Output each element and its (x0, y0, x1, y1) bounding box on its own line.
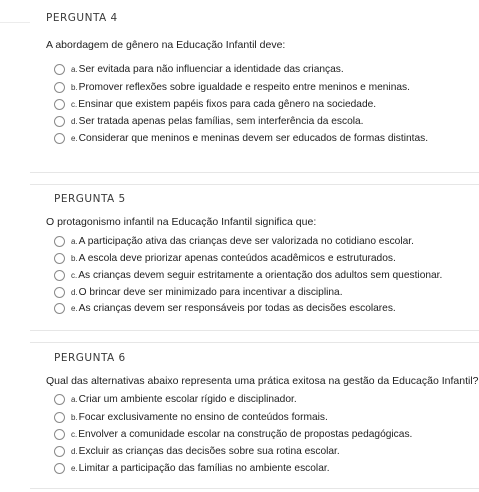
radio-icon[interactable] (54, 412, 65, 423)
option-text: O brincar deve ser minimizado para incentivar a disciplina. (78, 286, 343, 298)
answer-option-c[interactable] (54, 427, 412, 441)
option-letter: c. (71, 99, 78, 109)
answer-option-d[interactable] (54, 285, 343, 299)
option-letter: d. (71, 116, 78, 126)
answer-option-b[interactable] (54, 251, 396, 265)
question-text: A abordagem de gênero na Educação Infantil deve: (46, 39, 286, 51)
left-rule (0, 22, 30, 23)
radio-icon[interactable] (54, 82, 65, 93)
answer-option-e[interactable] (54, 461, 330, 475)
option-text: As crianças devem seguir estritamente a orientação dos adultos sem questionar. (78, 269, 443, 281)
answer-option-a[interactable] (54, 62, 344, 76)
option-letter: b. (71, 253, 78, 263)
option-letter: d. (71, 446, 78, 456)
answer-option-d[interactable] (54, 114, 364, 128)
question-text: Qual das alternativas abaixo representa uma prática exitosa na gestão da Educação Infantil? (46, 375, 479, 387)
radio-icon[interactable] (54, 394, 65, 405)
option-text: Excluir as crianças das decisões sobre sua rotina escolar. (78, 445, 340, 457)
radio-icon[interactable] (54, 429, 65, 440)
option-text: Envolver a comunidade escolar na construção de propostas pedagógicas. (78, 428, 413, 440)
option-text: Considerar que meninos e meninas devem ser educados de formas distintas. (78, 132, 429, 144)
option-text: Criar um ambiente escolar rígido e disciplinador. (78, 393, 297, 405)
option-text: A escola deve priorizar apenas conteúdos acadêmicos e estruturados. (78, 252, 396, 264)
question-heading: PERGUNTA 6 (54, 352, 126, 364)
option-letter: a. (71, 64, 78, 74)
question-divider (30, 330, 479, 331)
option-text: Ser tratada apenas pelas famílias, sem interferência da escola. (78, 115, 364, 127)
answer-option-a[interactable] (54, 392, 297, 406)
radio-icon[interactable] (54, 253, 65, 264)
answer-option-c[interactable] (54, 268, 442, 282)
option-letter: e. (71, 463, 78, 473)
question-heading: PERGUNTA 5 (54, 193, 126, 205)
option-letter: e. (71, 303, 78, 313)
option-letter: e. (71, 133, 78, 143)
question-divider (30, 184, 479, 185)
answer-option-c[interactable] (54, 97, 376, 111)
option-letter: a. (71, 394, 78, 404)
option-text: A participação ativa das crianças deve ser valorizada no cotidiano escolar. (78, 235, 414, 247)
option-letter: c. (71, 270, 78, 280)
option-text: As crianças devem ser responsáveis por todas as decisões escolares. (78, 302, 396, 314)
option-text: Ser evitada para não influenciar a identidade das crianças. (78, 63, 344, 75)
radio-icon[interactable] (54, 64, 65, 75)
radio-icon[interactable] (54, 287, 65, 298)
option-letter: b. (71, 82, 78, 92)
radio-icon[interactable] (54, 446, 65, 457)
answer-option-a[interactable] (54, 234, 414, 248)
radio-icon[interactable] (54, 133, 65, 144)
option-text: Focar exclusivamente no ensino de conteúdos formais. (78, 411, 328, 423)
option-letter: b. (71, 412, 78, 422)
option-text: Limitar a participação das famílias no ambiente escolar. (78, 462, 330, 474)
question-divider (30, 342, 479, 343)
question-text: O protagonismo infantil na Educação Infantil significa que: (46, 216, 317, 228)
radio-icon[interactable] (54, 99, 65, 110)
question-divider (30, 172, 479, 173)
question-divider (30, 488, 479, 489)
option-text: Promover reflexões sobre igualdade e respeito entre meninos e meninas. (78, 81, 410, 93)
answer-option-b[interactable] (54, 410, 328, 424)
radio-icon[interactable] (54, 303, 65, 314)
radio-icon[interactable] (54, 270, 65, 281)
answer-option-d[interactable] (54, 444, 340, 458)
option-letter: a. (71, 236, 78, 246)
answer-option-e[interactable] (54, 131, 428, 145)
question-heading: PERGUNTA 4 (46, 12, 118, 24)
answer-option-b[interactable] (54, 80, 410, 94)
option-letter: d. (71, 287, 78, 297)
radio-icon[interactable] (54, 116, 65, 127)
option-letter: c. (71, 429, 78, 439)
radio-icon[interactable] (54, 236, 65, 247)
radio-icon[interactable] (54, 463, 65, 474)
option-text: Ensinar que existem papéis fixos para cada gênero na sociedade. (78, 98, 377, 110)
answer-option-e[interactable] (54, 301, 396, 315)
